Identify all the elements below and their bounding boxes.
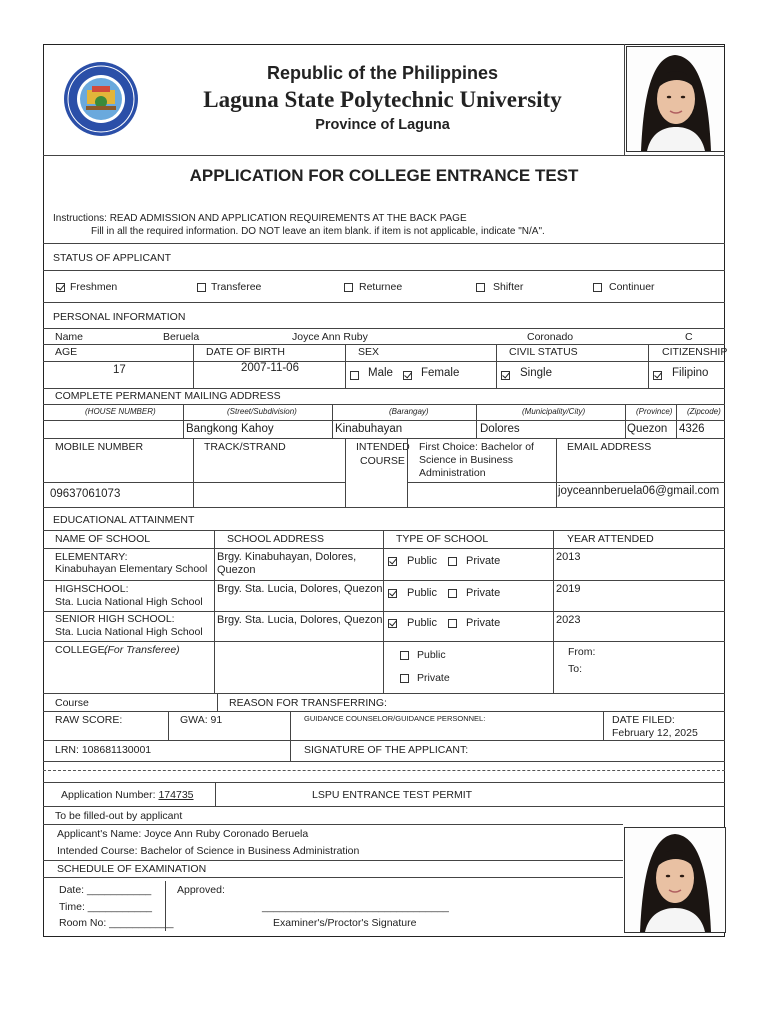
elementary-label: ELEMENTARY: (55, 551, 128, 563)
form-title: APPLICATION FOR COLLEGE ENTRANCE TEST (189, 166, 579, 185)
senior-high-year: 2023 (556, 614, 581, 626)
shifter-checkbox[interactable] (476, 283, 485, 292)
mobile-label: MOBILE NUMBER (55, 441, 144, 453)
fill-note: To be filled-out by applicant (55, 810, 183, 822)
mobile-value: 09637061073 (50, 488, 121, 500)
elementary-year: 2013 (556, 551, 581, 563)
highschool-school: Sta. Lucia National High School (55, 596, 203, 608)
filipino-checkbox[interactable] (653, 371, 662, 380)
senior-high-private-label: Private (466, 617, 501, 629)
raw-score-label: RAW SCORE: (55, 714, 123, 726)
zipcode-label: (Zipcode) (687, 407, 721, 416)
permit-title: LSPU ENTRANCE TEST PERMIT (312, 789, 473, 801)
exam-room: Room No: ___________ (59, 917, 174, 929)
first-name: Joyce Ann Ruby (292, 331, 368, 343)
single-label: Single (520, 367, 552, 379)
senior-high-private-checkbox[interactable] (448, 619, 457, 628)
highschool-label: HIGHSCHOOL: (55, 583, 129, 595)
schedule-heading: SCHEDULE OF EXAMINATION (57, 863, 207, 875)
senior-high-address: Brgy. Sta. Lucia, Dolores, Quezon (217, 614, 383, 626)
street-label: (Street/Subdivision) (227, 407, 297, 416)
republic-heading: Republic of the Philippines (266, 63, 498, 83)
name-label: Name (55, 331, 84, 343)
signature-label: SIGNATURE OF THE APPLICANT: (304, 744, 469, 756)
intended-label-2: COURSE (360, 455, 405, 467)
col-year-attended: YEAR ATTENDED (567, 533, 654, 545)
college-private-checkbox[interactable] (400, 674, 409, 683)
applicant-permit-photo (624, 827, 726, 933)
sex-label: SEX (358, 346, 380, 358)
examiner-signature-line: ________________________________ (262, 901, 449, 913)
email-label: EMAIL ADDRESS (567, 441, 652, 453)
from-label: From: (568, 646, 596, 658)
continuer-checkbox[interactable] (593, 283, 602, 292)
dob-value: 2007-11-06 (241, 362, 299, 374)
female-label: Female (421, 367, 460, 379)
personal-heading: PERSONAL INFORMATION (53, 311, 186, 323)
middle-initial: C (685, 331, 693, 343)
municipality-label: (Municipality/City) (522, 407, 586, 416)
education-heading: EDUCATIONAL ATTAINMENT (53, 514, 195, 526)
elementary-school: Kinabuhayan Elementary School (55, 563, 208, 575)
elementary-address-2: Quezon (217, 564, 256, 576)
elementary-private-checkbox[interactable] (448, 557, 457, 566)
col-school-type: TYPE OF SCHOOL (396, 533, 489, 545)
province-heading: Province of Laguna (315, 117, 450, 133)
house-number-label: (HOUSE NUMBER) (85, 407, 156, 416)
first-choice-1: First Choice: Bachelor of (419, 441, 534, 453)
lrn-value: LRN: 108681130001 (55, 744, 152, 756)
street-value: Bangkong Kahoy (186, 423, 274, 435)
continuer-label: Continuer (609, 281, 655, 293)
intended-course: Intended Course: Bachelor of Science in Business Administration (57, 845, 360, 857)
senior-high-school: Sta. Lucia National High School (55, 626, 203, 638)
col-school-name: NAME OF SCHOOL (55, 533, 151, 545)
cut-line (43, 770, 725, 771)
single-checkbox[interactable] (501, 371, 510, 380)
status-heading: STATUS OF APPLICANT (53, 252, 172, 264)
returnee-label: Returnee (359, 281, 403, 293)
male-checkbox[interactable] (350, 371, 359, 380)
female-checkbox[interactable] (403, 371, 412, 380)
applicant-name: Applicant's Name: Joyce Ann Ruby Coronado Beruela (57, 828, 309, 840)
approved-label: Approved: (177, 884, 225, 896)
elementary-address-1: Brgy. Kinabuhayan, Dolores, (217, 551, 357, 563)
first-choice-3: Administration (419, 467, 486, 479)
examiner-label: Examiner's/Proctor's Signature (273, 917, 417, 929)
gwa-value: GWA: 91 (180, 714, 223, 726)
date-filed-label: DATE FILED: (612, 714, 675, 726)
to-label: To: (568, 663, 583, 675)
track-label: TRACK/STRAND (204, 441, 286, 453)
college-note: (For Transferee) (104, 644, 180, 656)
college-public-label: Public (417, 649, 446, 661)
age-label: AGE (55, 346, 78, 358)
elementary-public-checkbox[interactable] (388, 557, 397, 566)
barangay-value: Kinabuhayan (335, 423, 403, 435)
senior-high-public-label: Public (407, 617, 437, 629)
highschool-private-checkbox[interactable] (448, 589, 457, 598)
col-school-address: SCHOOL ADDRESS (227, 533, 325, 545)
province-label: (Province) (636, 407, 673, 416)
college-public-checkbox[interactable] (400, 651, 409, 660)
highschool-public-checkbox[interactable] (388, 589, 397, 598)
highschool-public-label: Public (407, 587, 437, 599)
elementary-public-label: Public (407, 555, 437, 567)
first-choice-2: Science in Business (419, 454, 513, 466)
freshmen-label: Freshmen (70, 281, 118, 293)
application-number-label: Application Number: 174735 (61, 789, 194, 801)
citizenship-value: Filipino (672, 367, 709, 379)
municipality-value: Dolores (480, 423, 520, 435)
instructions-line1: Instructions: READ ADMISSION AND APPLICATION REQUIREMENTS AT THE BACK PAGE (53, 213, 467, 224)
intended-label-1: INTENDED (356, 441, 410, 453)
province-value: Quezon (627, 423, 668, 435)
elementary-private-label: Private (466, 555, 501, 567)
male-label: Male (368, 367, 393, 379)
middle-name: Coronado (527, 331, 574, 343)
age-value: 17 (113, 364, 126, 376)
address-heading: COMPLETE PERMANENT MAILING ADDRESS (55, 390, 281, 402)
university-name: Laguna State Polytechnic University (203, 87, 562, 112)
last-name: Beruela (163, 331, 200, 343)
college-label: COLLEGE: (55, 644, 108, 656)
instructions-line2: Fill in all the required information. DO NOT leave an item blank. if item is not applicable, indicate "N/A". (91, 226, 545, 237)
highschool-address: Brgy. Sta. Lucia, Dolores, Quezon (217, 583, 383, 595)
highschool-private-label: Private (466, 587, 501, 599)
senior-high-public-checkbox[interactable] (388, 619, 397, 628)
college-private-label: Private (417, 672, 450, 684)
reason-label: REASON FOR TRANSFERRING: (229, 697, 387, 709)
counselor-label: GUIDANCE COUNSELOR/GUIDANCE PERSONNEL: (304, 714, 486, 723)
transferee-checkbox[interactable] (197, 283, 206, 292)
returnee-checkbox[interactable] (344, 283, 353, 292)
dob-label: DATE OF BIRTH (206, 346, 285, 358)
zipcode-value: 4326 (679, 423, 705, 435)
civil-status-label: CIVIL STATUS (509, 346, 578, 358)
date-filed-value: February 12, 2025 (612, 727, 698, 739)
highschool-year: 2019 (556, 583, 581, 595)
email-value: joyceannberuela06@gmail.com (558, 485, 720, 497)
course-label: Course (55, 697, 89, 709)
barangay-label: (Barangay) (389, 407, 429, 416)
citizenship-label: CITIZENSHIP (662, 346, 728, 358)
senior-high-label: SENIOR HIGH SCHOOL: (55, 613, 175, 625)
application-number: 174735 (158, 789, 194, 801)
exam-time: Time: ___________ (59, 901, 153, 913)
freshmen-checkbox[interactable] (56, 283, 65, 292)
shifter-label: Shifter (493, 281, 524, 293)
exam-date: Date: ___________ (59, 884, 152, 896)
transferee-label: Transferee (211, 281, 262, 293)
